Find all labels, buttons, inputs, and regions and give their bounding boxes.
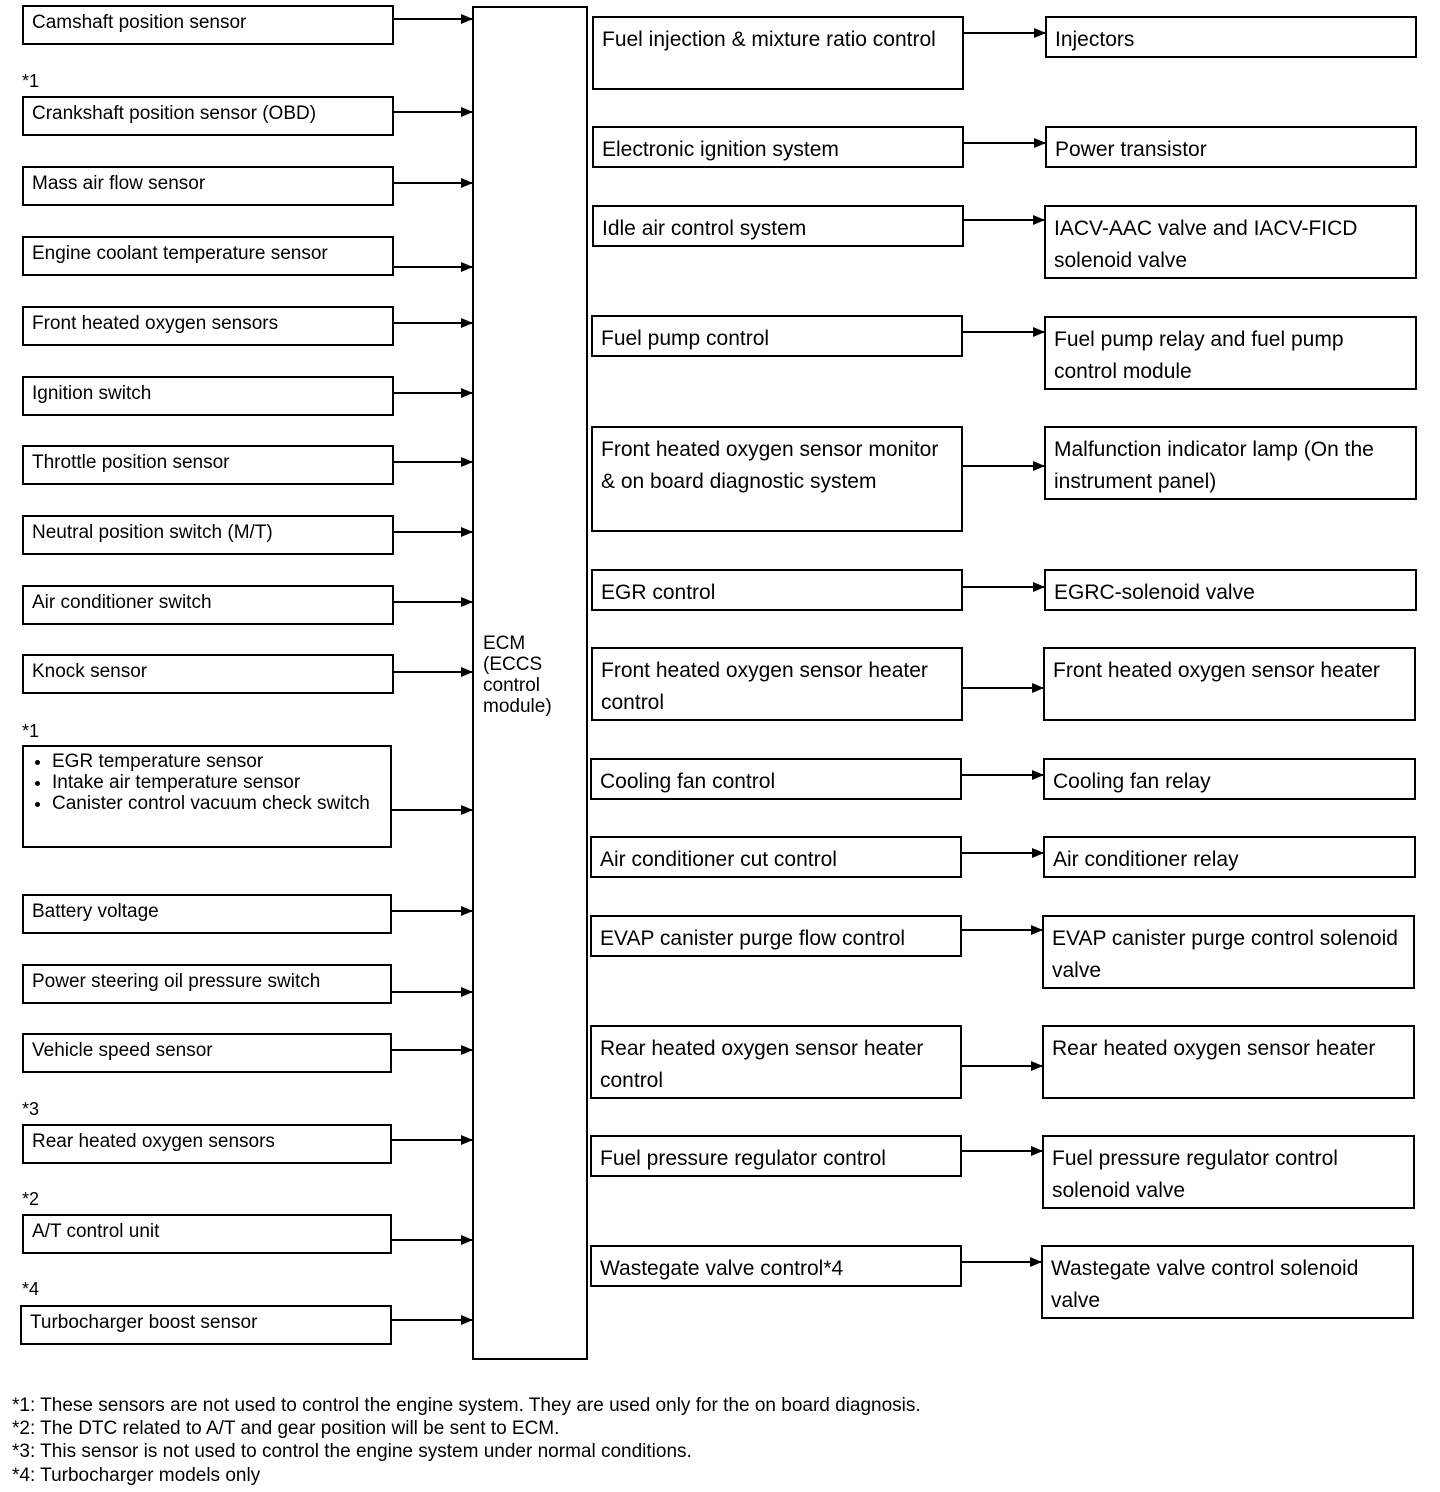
- output-fuel-pressure-regulator-solenoid: Fuel pressure regulator control solenoid valve: [1042, 1135, 1415, 1209]
- function-fuel-pump-control: Fuel pump control: [591, 315, 963, 357]
- input-crankshaft-position-sensor: Crankshaft position sensor (OBD): [22, 96, 394, 136]
- output-rear-o2-heater: Rear heated oxygen sensor heater: [1042, 1025, 1415, 1099]
- ecm-label-line: ECM: [483, 633, 526, 654]
- output-iacv-valves: IACV-AAC valve and IACV-FICD solenoid valve: [1044, 205, 1417, 279]
- input-power-steering-oil-pressure-switch: Power steering oil pressure switch: [22, 964, 392, 1004]
- input-camshaft-position-sensor: Camshaft position sensor: [22, 5, 394, 45]
- footnote: *1: These sensors are not used to control the engine system. They are used only for the on board diagnosis.: [12, 1395, 921, 1416]
- output-injectors: Injectors: [1045, 16, 1417, 58]
- output-malfunction-indicator-lamp: Malfunction indicator lamp (On the instrument panel): [1044, 426, 1417, 500]
- input-note-marker: *1: [22, 721, 40, 741]
- function-front-o2-heater-control: Front heated oxygen sensor heater control: [591, 647, 963, 721]
- input-note-marker: *1: [22, 71, 40, 91]
- output-evap-purge-solenoid: EVAP canister purge control solenoid valve: [1042, 915, 1415, 989]
- input-at-control-unit: A/T control unit: [22, 1214, 392, 1254]
- input-vehicle-speed-sensor: Vehicle speed sensor: [22, 1033, 392, 1073]
- function-cooling-fan-control: Cooling fan control: [590, 758, 962, 800]
- ecm-label-line: (ECCS: [483, 653, 543, 675]
- output-ac-relay: Air conditioner relay: [1043, 836, 1416, 878]
- input-note-marker: *2: [22, 1189, 40, 1209]
- input-knock-sensor: Knock sensor: [22, 654, 394, 694]
- input-obd-sensor-group: [22, 745, 392, 848]
- function-wastegate-valve-control: Wastegate valve control*4: [590, 1245, 962, 1287]
- ecm-label-line: module): [483, 695, 552, 717]
- footnote: *2: The DTC related to A/T and gear position will be sent to ECM.: [12, 1418, 560, 1440]
- input-neutral-position-switch: Neutral position switch (M/T): [22, 515, 394, 555]
- bullet-item: • Canister control vacuum check switch: [52, 794, 384, 815]
- function-fuel-injection: Fuel injection & mixture ratio control: [592, 16, 964, 90]
- function-rear-o2-heater-control: Rear heated oxygen sensor heater control: [590, 1025, 962, 1099]
- output-power-transistor: Power transistor: [1045, 126, 1417, 168]
- input-front-heated-oxygen-sensors: Front heated oxygen sensors: [22, 306, 394, 346]
- output-cooling-fan-relay: Cooling fan relay: [1043, 758, 1416, 800]
- input-rear-heated-oxygen-sensors: Rear heated oxygen sensors: [22, 1124, 392, 1164]
- output-wastegate-solenoid: Wastegate valve control solenoid valve: [1041, 1245, 1414, 1319]
- output-egrc-solenoid-valve: EGRC-solenoid valve: [1044, 569, 1417, 611]
- input-throttle-position-sensor: Throttle position sensor: [22, 445, 394, 485]
- output-front-o2-heater: Front heated oxygen sensor heater: [1043, 647, 1416, 721]
- function-idle-air-control: Idle air control system: [592, 205, 964, 247]
- function-evap-purge-flow-control: EVAP canister purge flow control: [590, 915, 962, 957]
- function-egr-control: EGR control: [591, 569, 963, 611]
- function-fuel-pressure-regulator-control: Fuel pressure regulator control: [590, 1135, 962, 1177]
- input-battery-voltage: Battery voltage: [22, 894, 392, 934]
- input-mass-air-flow-sensor: Mass air flow sensor: [22, 166, 394, 206]
- bullet-item: • Intake air temperature sensor: [52, 773, 384, 794]
- input-air-conditioner-switch: Air conditioner switch: [22, 585, 394, 625]
- footnote: *4: Turbocharger models only: [12, 1464, 261, 1486]
- input-engine-coolant-temperature-sensor: Engine coolant temperature sensor: [22, 236, 394, 276]
- footnote: *3: This sensor is not used to control the engine system under normal conditions.: [12, 1441, 692, 1463]
- sensor-bullet-list: [30, 752, 384, 815]
- output-fuel-pump-relay: Fuel pump relay and fuel pump control module: [1044, 316, 1417, 390]
- input-ignition-switch: Ignition switch: [22, 376, 394, 416]
- function-electronic-ignition: Electronic ignition system: [592, 126, 964, 168]
- footnotes: [12, 1394, 921, 1487]
- input-note-marker: *3: [22, 1099, 40, 1119]
- input-note-marker: *4: [22, 1279, 40, 1299]
- ecm-label-line: control: [483, 674, 541, 696]
- input-turbocharger-boost-sensor: Turbocharger boost sensor: [20, 1305, 392, 1345]
- ecm-label: [483, 634, 552, 718]
- function-front-o2-monitor-obd: Front heated oxygen sensor monitor & on board diagnostic system: [591, 426, 963, 532]
- function-ac-cut-control: Air conditioner cut control: [590, 836, 962, 878]
- bullet-item: • EGR temperature sensor: [52, 752, 384, 773]
